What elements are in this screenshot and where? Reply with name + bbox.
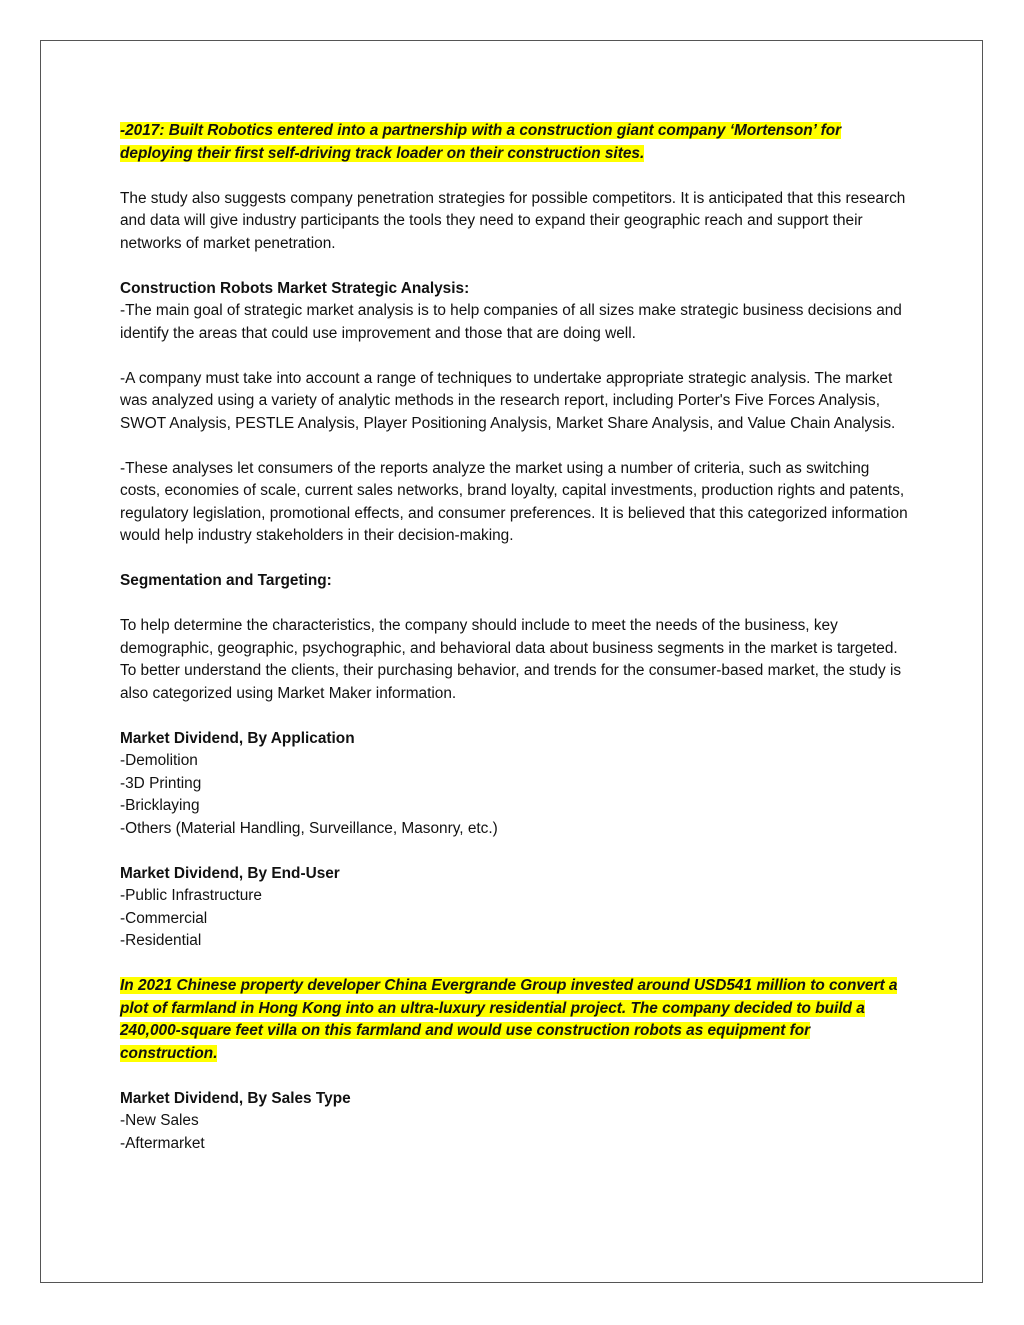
highlighted-note-2017: [120, 120, 910, 165]
by-end-user-list: [120, 885, 910, 953]
list-item: -Aftermarket: [120, 1134, 205, 1152]
document-body: [120, 120, 910, 1155]
list-item: -Others (Material Handling, Surveillance, Masonry, etc.): [120, 819, 498, 837]
segmentation-paragraph: To help determine the characteristics, the company should include to meet the needs of the business, key demographic, geographic, psychographic, and behavioral data about business segments in the market is targeted. To better understand the clients, their purchasing behavior, and trends for the consumer-based market, the study is also categorized using Market Maker information.: [120, 617, 902, 702]
list-item: -Residential: [120, 932, 202, 949]
strategic-paragraph-1: -The main goal of strategic market analysis is to help companies of all sizes make strategic business decisions and identify the areas that could use improvement and those that are doing well.: [120, 302, 902, 342]
list-item: -Commercial: [120, 909, 208, 927]
list-item: -Demolition: [120, 752, 198, 769]
list-item: -New Sales: [120, 1112, 199, 1129]
segmentation-heading: Segmentation and Targeting:: [120, 572, 332, 589]
strategic-analysis-heading: Construction Robots Market Strategic Analysis:: [120, 279, 470, 297]
by-application-heading: Market Dividend, By Application: [120, 729, 355, 747]
highlight-text-2021: In 2021 Chinese property developer China Evergrande Group invested around USD541 million to convert a plot of farmland in Hong Kong into an ultra-luxury residential project. The company decided to build a 240,000-square feet villa on this farmland and would use construction robots as equipment for construction.: [120, 977, 898, 1062]
highlight-text-2017: -2017: Built Robotics entered into a partnership with a construction giant company ‘Mortenson’ for deploying their first self-driving track loader on their construction sites.: [120, 122, 842, 162]
list-item: -Public Infrastructure: [120, 887, 262, 904]
by-end-user-heading: Market Dividend, By End-User: [120, 864, 340, 882]
list-item: -Bricklaying: [120, 797, 200, 814]
by-sales-type-heading: Market Dividend, By Sales Type: [120, 1089, 351, 1107]
list-item: -3D Printing: [120, 774, 202, 792]
strategic-paragraph-2: -A company must take into account a range of techniques to undertake appropriate strategic analysis. The market was analyzed using a variety of analytic methods in the research report, including Porter's Five Forces Analysis, SWOT Analysis, PESTLE Analysis, Player Positioning Analysis, Market Share Analysis, and Value Chain Analysis.: [120, 369, 896, 432]
strategic-paragraph-3: -These analyses let consumers of the reports analyze the market using a number of criteria, such as switching costs, economies of scale, current sales networks, brand loyalty, capital investments, production rights and patents, regulatory legislation, promotional effects, and consumer preferences. It is believed that this categorized information would help industry stakeholders in their decision-making.: [120, 459, 908, 544]
by-application-list: [120, 750, 910, 840]
highlighted-note-2021: [120, 975, 910, 1065]
study-paragraph: The study also suggests company penetration strategies for possible competitors. It is anticipated that this research and data will give industry participants the tools they need to expand their geographic reach and support their networks of market penetration.: [120, 189, 906, 252]
by-sales-type-list: [120, 1110, 910, 1155]
